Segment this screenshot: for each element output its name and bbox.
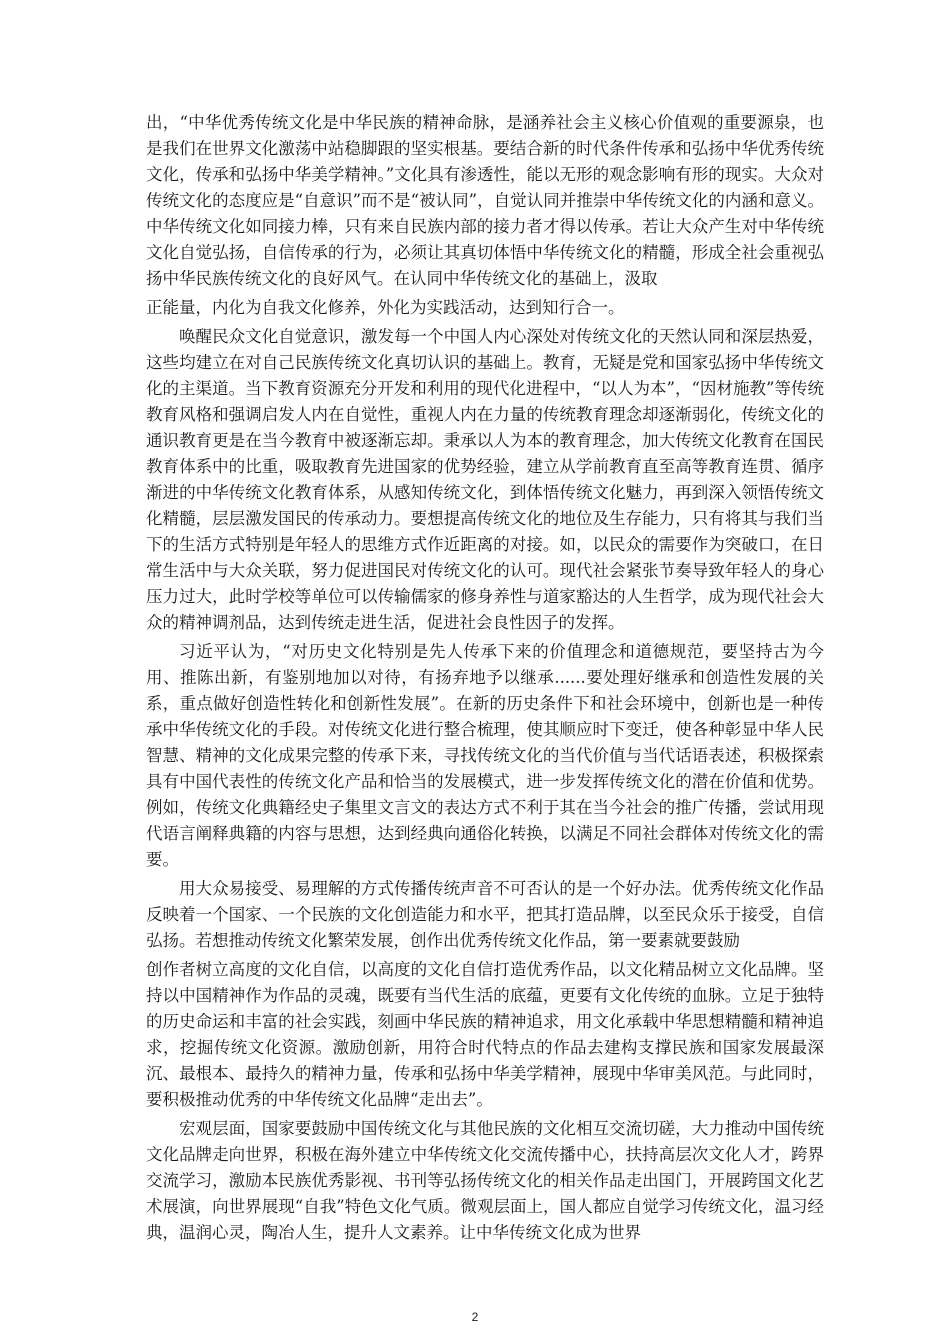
paragraph-3: 唤醒民众文化自觉意识，激发每一个中国人内心深处对传统文化的天然认同和深层热爱，这些均建立在对自己民族传统文化真切认识的基础上。教育，无疑是党和国家弘扬中华传统文化的主渠道。当下教育资源充分开发和利用的现代化进程中，“以人为本”，“因材施教”等传统教育风格和强调启发人内在自觉性，重视人内在力量的传统教育理念却逐渐弱化，传统文化的通识教育更是在当今教育中被逐渐忘却。秉承以人为本的教育理念，加大传统文化教育在国民教育体系中的比重，吸取教育先进国家的优势经验，建立从学前教育直至高等教育连贯、循序渐进的中华传统文化教育体系，从感知传统文化，到体悟传统文化魅力，再到深入领悟传统文化精髓，层层激发国民的传承动力。要想提高传统文化的地位及生存能力，只有将其与我们当下的生活方式特别是年轻人的思维方式作近距离的对接。如，以民众的需要作为突破口，在日常生活中与大众关联，努力促进国民对传统文化的认可。现代社会紧张节奏导致年轻人的身心压力过大，此时学校等单位可以传输儒家的修身养性与道家豁达的人生哲学，成为现代社会大众的精神调剂品，达到传统走进生活，促进社会良性因子的发挥。 bbox=[146, 327, 824, 632]
page-number: 2 bbox=[471, 1310, 479, 1324]
paragraph-5: 用大众易接受、易理解的方式传播传统声音不可否认的是一个好办法。优秀传统文化作品反映着一个国家、一个民族的文化创造能力和水平，把其打造品牌，以至民众乐于接受，自信弘扬。若想推动传统文化繁荣发展，创作出优秀传统文化作品，第一要素就要鼓励 bbox=[146, 879, 824, 950]
document-body bbox=[146, 110, 824, 1249]
paragraph-7: 宏观层面，国家要鼓励中国传统文化与其他民族的文化相互交流切磋，大力推动中国传统文化品牌走向世界，积极在海外建立中华传统文化交流传播中心，扶持高层次文化人才，跨界交流学习，激励本民族优秀影视、书刊等弘扬传统文化的相关作品走出国门，开展跨国文化艺术展演，向世界展现“自我”特色文化气质。微观层面上，国人都应自觉学习传统文化，温习经典，温润心灵，陶冶人生，提升人文素养。让中华传统文化成为世界 bbox=[146, 1119, 824, 1242]
paragraph-1: 出，“中华优秀传统文化是中华民族的精神命脉，是涵养社会主义核心价值观的重要源泉，也是我们在世界文化激荡中站稳脚跟的坚实根基。要结合新的时代条件传承和弘扬中华优秀传统文化，传承和弘扬中华美学精神。”文化具有渗透性，能以无形的观念影响有形的现实。大众对传统文化的态度应是“自意识”而不是“被认同”，自觉认同并推崇中华传统文化的内涵和意义。中华传统文化如同接力棒，只有来自民族内部的接力者才得以传承。若让大众产生对中华传统文化自觉弘扬，自信传承的行为，必须让其真切体悟中华传统文化的精髓，形成全社会重视弘扬中华民族传统文化的良好风气。在认同中华传统文化的基础上，汲取 bbox=[146, 113, 824, 288]
paragraph-6: 创作者树立高度的文化自信，以高度的文化自信打造优秀作品，以文化精品树立文化品牌。坚持以中国精神作为作品的灵魂，既要有当代生活的底蕴，更要有文化传统的血脉。立足于独特的历史命运和丰富的社会实践，刻画中华民族的精神追求，用文化承载中华思想精髓和精神追求，挖掘传统文化资源。激励创新，用符合时代特点的作品去建构支撑民族和国家发展最深沉、最根本、最持久的精神力量，传承和弘扬中华美学精神，展现中华审美风范。与此同时，要积极推动优秀的中华传统文化品牌“走出去”。 bbox=[146, 960, 824, 1109]
paragraph-2: 正能量，内化为自我文化修养，外化为实践活动，达到知行合一。 bbox=[146, 298, 625, 317]
paragraph-4: 习近平认为，“对历史文化特别是先人传承下来的价值理念和道德规范，要坚持古为今用、推陈出新，有鉴别地加以对待，有扬弃地予以继承......要处理好继承和创造性发展的关系，重点做好创造性转化和创新性发展”。在新的历史条件下和社会环境中，创新也是一种传承中华传统文化的手段。对传统文化进行整合梳理，使其顺应时下变迁，使各种彰显中华人民智慧、精神的文化成果完整的传承下来，寻找传统文化的当代价值与当代话语表述，积极探索具有中国代表性的传统文化产品和恰当的发展模式，进一步发挥传统文化的潜在价值和优势。例如，传统文化典籍经史子集里文言文的表达方式不利于其在当今社会的推广传播，尝试用现代语言阐释典籍的内容与思想，达到经典向通俗化转换，以满足不同社会群体对传统文化的需要。 bbox=[146, 642, 824, 869]
